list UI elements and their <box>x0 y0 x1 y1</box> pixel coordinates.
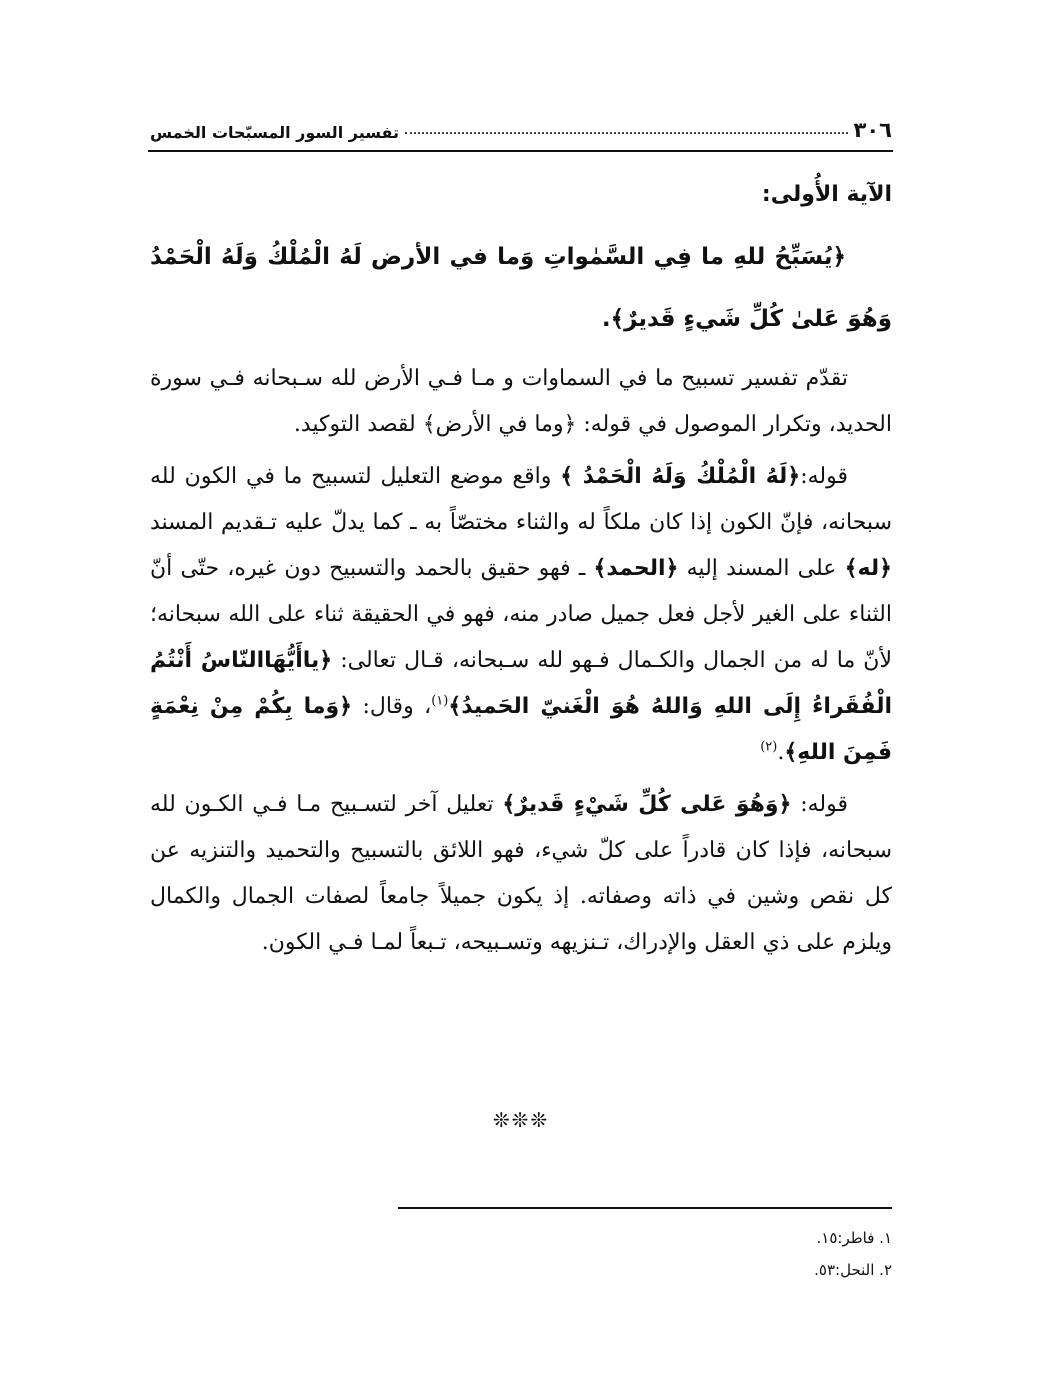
p2-quote-1: ﴿لَهُ الْمُلْكُ وَلَهُ الْحَمْدُ ﴾ <box>560 464 801 489</box>
p3-intro: قوله: <box>791 792 848 817</box>
p2-intro: قوله: <box>800 464 848 489</box>
running-head <box>150 112 892 142</box>
footnote-rule <box>398 1207 892 1209</box>
header-rule <box>148 150 893 152</box>
quran-verse: ﴿يُسَبِّحُ للهِ ما فِي السَّمٰواتِ وَما في الأرض لَهُ الْمُلْكُ وَلَهُ الْحَمْدُ وَهُوَ عَلىٰ كُلِّ شَيءٍ قَديرٌ﴾. <box>150 244 892 332</box>
paragraph-1: تقدّم تفسير تسبيح ما في السماوات و مـا فـي الأرض لله سـبحانه فـي سورة الحديد، وتكرار الموصول في قوله: ﴿وما في الأرض﴾ لقصد التوكيد. <box>150 366 892 437</box>
footnote-1: ١. فاطر:١٥. <box>816 1229 892 1247</box>
p2-text-2: على المسند إليه <box>678 556 845 581</box>
paragraph-2 <box>150 454 892 776</box>
section-separator: ❊❊❊ <box>492 1108 550 1132</box>
p2-text-3: ـ فهو حقيق بالحمد والتسبيح دون غيره، حتّى أنّ الثناء على الغير لأجل فعل جميل صادر منه، فهو في الحقيقة ثناء على الله سبحانه؛ لأنّ ما له من الجمال والكـمال فـهو لله سـبحانه، قـال تعالى: <box>150 556 892 673</box>
footnote-2: ٢. النحل:٥٣. <box>814 1261 892 1279</box>
page-number: ٣٠٦ <box>853 118 892 142</box>
p3-quote: ﴿وَهُوَ عَلى كُلِّ شَيْءٍ قَديرٌ﴾ <box>502 792 792 817</box>
p2-text-5: . <box>777 740 785 765</box>
section-heading: الآية الأُولى: <box>761 182 892 207</box>
p2-quote-4: ﴿ياأَيُّهَاالنّاسُ أَنْتُمُ الْفُقَراءُ إِلَى اللهِ وَاللهُ هُوَ الْغَنيّ الحَميدُ﴾ <box>150 648 893 719</box>
p2-quote-3: ﴿الحمد﴾ <box>593 556 679 581</box>
p3-text: تعليل آخر لتسـبيح مـا فـي الكـون لله سبحانه، فإذا كان قادراً على كلّ شيء، فهو اللائق بالتسبيح والتحميد والتنزيه عن كل نقص وشين في ذاته وصفاته. إذ يكون جميلاً جامعاً لصفات الجمال والكمال ويلزم على ذي العقل والإدراك، تـنزيهه وتسـبيحه، تـبعاً لمـا فـي الكون. <box>150 792 892 955</box>
header-dotted-leader <box>405 132 848 134</box>
p2-quote-5: ﴿وَما بِكُمْ مِنْ نِعْمَةٍ فَمِنَ اللهِ﴾ <box>150 694 892 765</box>
footnote-ref-2[interactable]: (٢) <box>760 739 778 755</box>
main-text <box>150 172 892 972</box>
p2-text-4: ، وقال: <box>352 694 432 719</box>
p2-quote-2: ﴿له﴾ <box>844 556 892 581</box>
footnotes <box>150 1222 892 1286</box>
footnote-ref-1[interactable]: (١) <box>431 693 449 709</box>
paragraph-3 <box>150 782 892 966</box>
p2-text-1: واقع موضع التعليل لتسبيح ما في الكون لله سبحانه، فإنّ الكون إذا كان ملكاً له والثناء مختصّاً به ـ كما يدلّ عليه تـقديم المسند <box>150 464 892 535</box>
running-title: تفسير السور المسبّحات الخمس <box>150 123 400 142</box>
